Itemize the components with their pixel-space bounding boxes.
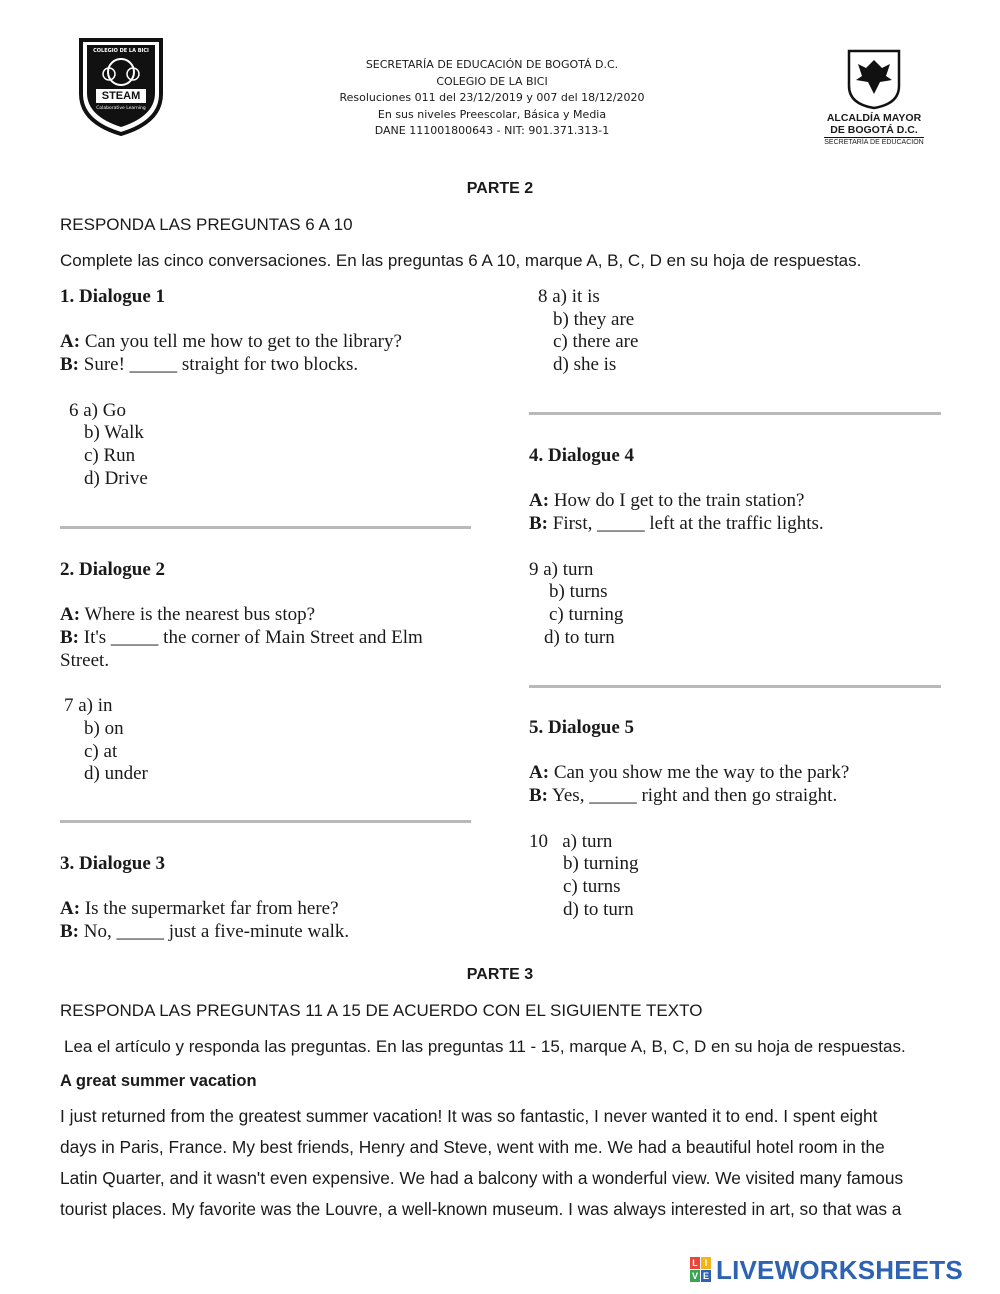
dialogue-4-b-label: B: xyxy=(529,513,548,535)
option-7c[interactable]: c) at xyxy=(84,740,118,762)
dialogue-4-a-text: How do I get to the train station? xyxy=(549,490,805,512)
article-line-2: days in Paris, France. My best friends, Henry and Steve, went with me. We had a beautiful hotel room in the xyxy=(60,1137,885,1157)
dialogue-2-b-text-cont: Street. xyxy=(60,649,110,671)
alcaldia-line3: SECRETARÍA DE EDUCACIÓN xyxy=(824,139,924,146)
article-line-1: I just returned from the greatest summer vacation! It was so fantastic, I never wanted it to end. I spent eight xyxy=(60,1106,878,1126)
option-9b[interactable]: b) turns xyxy=(549,581,608,603)
dialogue-3 xyxy=(60,853,349,944)
article-title: A great summer vacation xyxy=(60,1072,257,1090)
option-6a[interactable]: 6 a) Go xyxy=(69,399,126,421)
dialogue-5-a-label: A: xyxy=(529,762,550,784)
bogota-shield-icon xyxy=(846,48,902,110)
school-logo-name: COLEGIO DE LA BICI xyxy=(93,48,149,54)
dialogue-1-a-text: Can you tell me how to get to the library? xyxy=(80,331,402,353)
divider-1 xyxy=(60,526,471,529)
option-10a[interactable]: 10 a) turn xyxy=(529,830,613,852)
badge-letter-l: L xyxy=(690,1257,700,1269)
option-7b[interactable]: b) on xyxy=(84,717,124,739)
dialogue-3-title: 3. Dialogue 3 xyxy=(60,853,166,874)
dialogue-3-a-text: Is the supermarket far from here? xyxy=(80,898,339,920)
dialogue-5-b-label: B: xyxy=(529,785,548,807)
option-8b[interactable]: b) they are xyxy=(553,308,635,330)
school-logo-steam: STEAM xyxy=(101,90,141,102)
alcaldia-line1: ALCALDÍA MAYOR xyxy=(826,112,922,124)
parte2-instruction: RESPONDA LAS PREGUNTAS 6 A 10 xyxy=(60,215,353,234)
dialogue-3-b-label: B: xyxy=(60,921,79,943)
dialogue-2 xyxy=(60,559,423,786)
alcaldia-logo xyxy=(810,48,938,150)
school-logo xyxy=(78,34,164,136)
parte2-description: Complete las cinco conversaciones. En las preguntas 6 A 10, marque A, B, C, D en su hoja de respuestas. xyxy=(60,251,862,270)
option-7a[interactable]: 7 a) in xyxy=(64,695,113,717)
live-badge-icon xyxy=(690,1257,712,1283)
liveworksheets-logo[interactable] xyxy=(690,1255,990,1285)
dialogue-2-a-label: A: xyxy=(60,604,81,626)
school-header-text xyxy=(300,57,684,140)
parte3-instruction: RESPONDA LAS PREGUNTAS 11 A 15 DE ACUERDO CON EL SIGUIENTE TEXTO xyxy=(60,1001,703,1020)
option-10c[interactable]: c) turns xyxy=(563,875,621,897)
dialogue-3-options xyxy=(538,286,638,377)
dialogue-4-title: 4. Dialogue 4 xyxy=(529,445,635,466)
option-8c[interactable]: c) there are xyxy=(553,331,639,353)
dialogue-4-b-text: First, _____ left at the traffic lights. xyxy=(548,513,824,535)
dialogue-1 xyxy=(60,286,402,490)
option-6b[interactable]: b) Walk xyxy=(84,422,144,444)
dialogue-4-a-label: A: xyxy=(529,490,550,512)
divider-3 xyxy=(529,412,941,415)
dialogue-1-a-label: A: xyxy=(60,331,81,353)
parte3-description: Lea el artículo y responda las preguntas. En las preguntas 11 - 15, marque A, B, C, D en su hoja de respuestas. xyxy=(64,1037,906,1056)
header-line-secretaria: SECRETARÍA DE EDUCACIÓN DE BOGOTÁ D.C. xyxy=(365,58,619,71)
dialogue-5 xyxy=(529,717,849,921)
dialogue-5-a-text: Can you show me the way to the park? xyxy=(549,762,850,784)
header-line-resoluciones: Resoluciones 011 del 23/12/2019 y 007 del 18/12/2020 xyxy=(339,91,645,104)
option-6d[interactable]: d) Drive xyxy=(84,467,148,489)
option-8a[interactable]: 8 a) it is xyxy=(538,286,600,307)
option-8d[interactable]: d) she is xyxy=(553,354,617,376)
article-line-4: tourist places. My favorite was the Louvre, a well-known museum. I was always interested in art, so that was a xyxy=(60,1199,902,1219)
alcaldia-line2: DE BOGOTÁ D.C. xyxy=(830,124,918,136)
dialogue-1-title: 1. Dialogue 1 xyxy=(60,286,166,307)
dialogue-2-b-text: It's _____ the corner of Main Street and Elm xyxy=(79,627,423,649)
school-logo-motto: Colaborative Learning xyxy=(96,106,146,111)
dialogue-3-b-text: No, _____ just a five-minute walk. xyxy=(79,921,350,943)
header-line-colegio: COLEGIO DE LA BICI xyxy=(436,74,548,88)
article-line-3: Latin Quarter, and it wasn't even expensive. We had a balcony with a wonderful view. We visited many famous xyxy=(60,1168,904,1188)
liveworksheets-brand: LIVEWORKSHEETS xyxy=(716,1255,963,1285)
option-9a[interactable]: 9 a) turn xyxy=(529,558,594,580)
parte3-title: PARTE 3 xyxy=(466,966,534,983)
dialogue-4 xyxy=(529,445,824,649)
option-9c[interactable]: c) turning xyxy=(549,603,624,625)
dialogue-2-b-label: B: xyxy=(60,627,79,649)
option-10b[interactable]: b) turning xyxy=(563,853,639,875)
parte2-title: PARTE 2 xyxy=(466,180,534,197)
badge-letter-e: E xyxy=(702,1271,709,1281)
badge-letter-i: I xyxy=(701,1257,711,1269)
option-7d[interactable]: d) under xyxy=(84,763,148,785)
dialogue-2-a-text: Where is the nearest bus stop? xyxy=(80,604,316,626)
header-line-dane: DANE 111001800643 - NIT: 901.371.313-1 xyxy=(374,124,610,137)
option-9d[interactable]: d) to turn xyxy=(544,626,615,648)
dialogue-1-b-label: B: xyxy=(60,354,79,376)
divider-4 xyxy=(529,685,941,688)
dialogue-5-title: 5. Dialogue 5 xyxy=(529,717,635,738)
option-6c[interactable]: c) Run xyxy=(84,444,136,466)
badge-letter-v: V xyxy=(691,1271,698,1281)
divider-2 xyxy=(60,820,471,823)
dialogue-1-b-text: Sure! _____ straight for two blocks. xyxy=(79,354,359,376)
dialogue-2-title: 2. Dialogue 2 xyxy=(60,559,166,580)
dialogue-3-a-label: A: xyxy=(60,898,81,920)
option-10d[interactable]: d) to turn xyxy=(563,898,634,920)
dialogue-5-b-text: Yes, _____ right and then go straight. xyxy=(548,785,838,807)
header-line-niveles: En sus niveles Preescolar, Básica y Media xyxy=(377,107,607,121)
